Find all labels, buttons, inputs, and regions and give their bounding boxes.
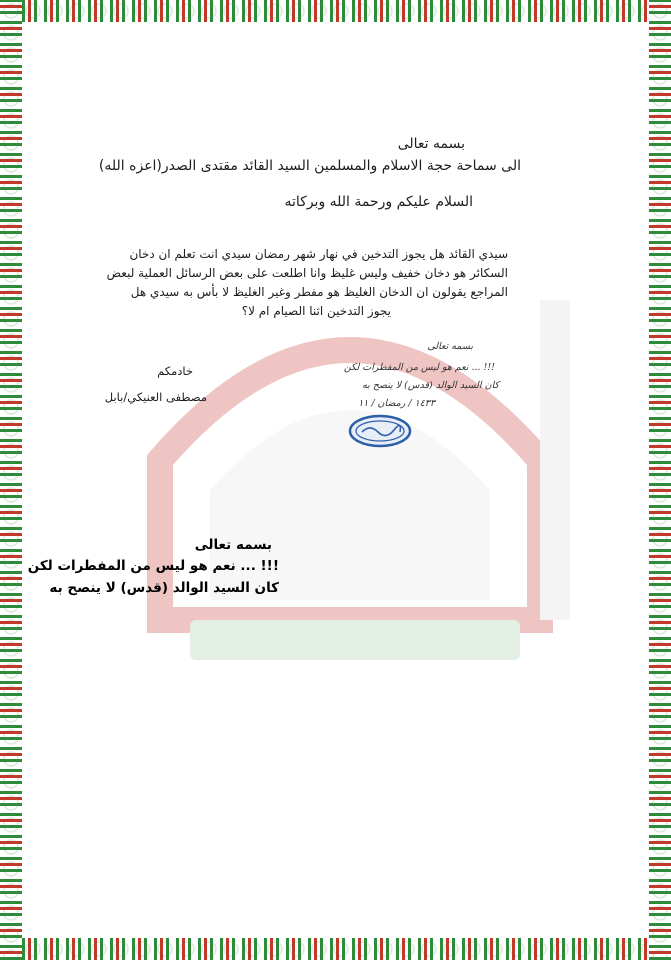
handwritten-date: ١٤٣٣ / رمضان / ١١ — [358, 398, 435, 409]
handwritten-reply-line-2: كان السيد الوالد (قدس) لا ينصح به — [362, 380, 499, 391]
question-line-4: يجوز التدخين اثنا الصيام ام لا؟ — [241, 304, 391, 318]
question-line-3: المراجع يقولون ان الدخان الغليظ هو مفطر وغير الغليظ لا بأس به سيدي هل — [130, 285, 508, 299]
closing: خادمكم — [157, 364, 193, 378]
decorative-border-top — [0, 0, 671, 22]
addressee-line: الى سماحة حجة الاسلام والمسلمين السيد القائد مقتدى الصدر(اعزه الله) — [98, 158, 521, 174]
decorative-border-left — [0, 0, 22, 960]
basmala: بسمه تعالى — [397, 136, 465, 152]
question-line-2: السكائر هو دخان خفيف وليس غليظ وانا اطلعت على بعض الرسائل العملية لبعض — [106, 266, 508, 280]
typed-reply-line-2: كان السيد الوالد (قدس) لا ينصح به — [49, 580, 279, 596]
handwritten-reply-line-1: !!! ... نعم هو ليس من المفطرات لكن — [343, 362, 495, 373]
question-line-1: سيدي القائد هل يجوز التدخين في نهار شهر رمضان سيدي انت تعلم ان دخان — [129, 247, 508, 261]
greeting-line: السلام عليكم ورحمة الله وبركاته — [284, 194, 473, 210]
decorative-border-right — [649, 0, 671, 960]
typed-reply-line-1: !!! ... نعم هو ليس من المفطرات لكن — [27, 558, 279, 574]
sender-name: مصطفى العنيكي/بابل — [104, 390, 207, 404]
decorative-border-bottom — [0, 938, 671, 960]
official-seal-icon — [348, 414, 412, 448]
typed-reply-basmala: بسمه تعالى — [194, 537, 272, 553]
handwritten-basmala: بسمه تعالى — [427, 341, 473, 352]
